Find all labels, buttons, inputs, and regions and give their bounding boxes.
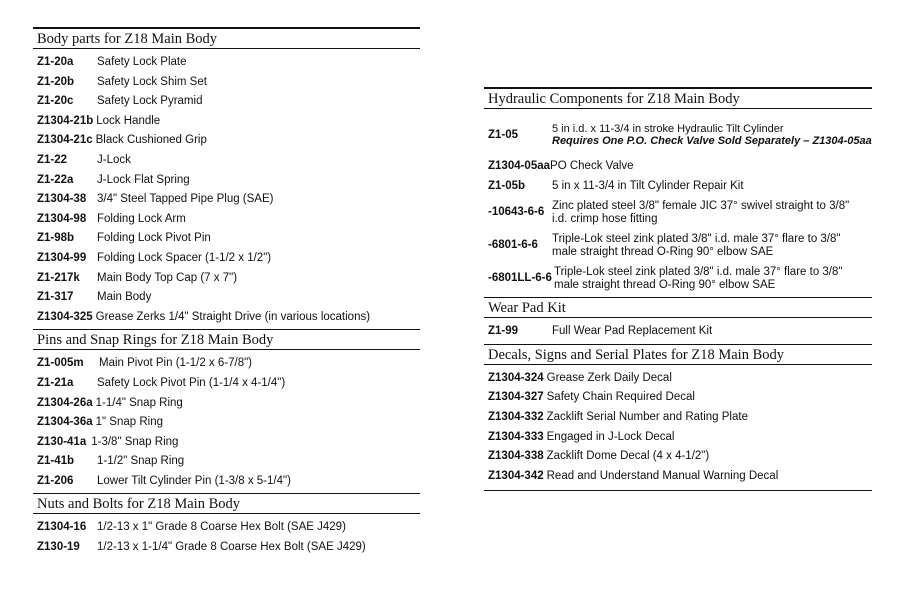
part-description: Safety Lock Plate <box>97 56 187 68</box>
part-number: Z1304-325 <box>37 310 93 323</box>
part-row <box>37 249 420 269</box>
part-row <box>37 229 420 249</box>
section-title: Decals, Signs and Serial Plates for Z18 Main Body <box>484 344 872 365</box>
part-row <box>37 518 420 538</box>
part-row <box>37 413 420 433</box>
part-row <box>488 177 872 197</box>
part-row <box>488 369 872 389</box>
part-description: Triple-Lok steel zink plated 3/8" i.d. male 37° flare to 3/8" male straight thread O-Ring 90° elbow SAE <box>552 233 841 258</box>
part-number: Z1-206 <box>37 474 74 487</box>
part-description: J-Lock Flat Spring <box>97 173 190 186</box>
section-title: Pins and Snap Rings for Z18 Main Body <box>33 329 420 350</box>
part-row <box>37 151 420 171</box>
part-row <box>37 73 420 93</box>
section-pins-snap-rings <box>33 329 420 493</box>
part-row <box>37 131 420 151</box>
part-row <box>37 92 420 112</box>
part-number: Z1-22a <box>37 173 74 186</box>
part-description: 1-1/4" Snap Ring <box>95 396 183 409</box>
part-row <box>488 408 872 428</box>
part-row <box>488 262 872 295</box>
part-number: Z1304-327 <box>488 391 544 404</box>
part-description: Main Body <box>97 291 152 304</box>
part-description: 1/2-13 x 1" Grade 8 Coarse Hex Bolt (SAE J429) <box>97 521 346 534</box>
section-body-parts <box>33 27 420 329</box>
part-description: 5 in x 11-3/4 in Tilt Cylinder Repair Kit <box>552 179 744 192</box>
section-wear-pad <box>484 297 872 344</box>
part-row <box>37 190 420 210</box>
part-row <box>488 322 872 342</box>
part-description: 1-1/2" Snap Ring <box>97 455 185 468</box>
left-column <box>33 27 420 560</box>
parts-list <box>484 109 872 297</box>
part-description: Zacklift Dome Decal (4 x 4-1/2") <box>546 450 710 463</box>
part-row <box>37 538 420 558</box>
part-row <box>37 394 420 414</box>
part-number: Z1304-333 <box>488 430 544 443</box>
part-number: Z1304-36a <box>37 416 93 429</box>
part-row <box>37 269 420 289</box>
right-column <box>484 87 872 491</box>
part-row <box>488 428 872 448</box>
part-description: Grease Zerk Daily Decal <box>546 371 672 384</box>
part-number: Z130-19 <box>37 541 80 554</box>
part-number: Z1-21a <box>37 376 74 389</box>
part-description: Main Pivot Pin (1-1/2 x 6-7/8") <box>99 357 253 370</box>
part-description: Triple-Lok steel zink plated 3/8" i.d. male 37° flare to 3/8" male straight thread O-Ring 90° elbow SAE <box>554 266 843 291</box>
section-decals <box>484 344 872 492</box>
part-description: Folding Lock Arm <box>97 212 186 225</box>
part-description: Folding Lock Pivot Pin <box>97 232 211 245</box>
part-description: Safety Chain Required Decal <box>546 391 695 404</box>
part-number: -6801LL-6-6 <box>488 272 552 285</box>
part-row <box>37 472 420 492</box>
part-description: J-Lock <box>97 153 131 166</box>
part-row <box>488 388 872 408</box>
part-number: Z130-41a <box>37 435 87 448</box>
section-title: Body parts for Z18 Main Body <box>33 27 420 49</box>
part-description: Engaged in J-Lock Decal <box>546 430 675 443</box>
part-number: Z1-41b <box>37 455 75 468</box>
part-description: Main Body Top Cap (7 x 7") <box>97 271 238 284</box>
part-description: Safety Lock Pivot Pin (1-1/4 x 4-1/4") <box>97 376 286 389</box>
part-row <box>37 433 420 453</box>
part-description: Lower Tilt Cylinder Pin (1-3/8 x 5-1/4") <box>97 474 291 487</box>
part-row <box>37 112 420 132</box>
part-row <box>488 447 872 467</box>
part-description <box>552 123 872 148</box>
part-description: 1-3/8" Snap Ring <box>91 435 179 448</box>
part-row <box>488 467 872 487</box>
part-number: Z1-20a <box>37 56 74 68</box>
section-title: Hydraulic Components for Z18 Main Body <box>484 87 872 109</box>
part-row <box>37 171 420 191</box>
part-description: Folding Lock Spacer (1-1/2 x 1/2") <box>97 251 272 264</box>
part-row <box>37 354 420 374</box>
part-number: Z1-05 <box>488 128 519 141</box>
part-number: Z1304-324 <box>488 371 544 384</box>
part-number: Z1-05b <box>488 179 526 192</box>
part-description: 1" Snap Ring <box>95 416 164 429</box>
part-number: Z1-20b <box>37 75 75 88</box>
part-number: Z1-98b <box>37 232 75 245</box>
part-number: Z1-99 <box>488 325 519 338</box>
cylinder-spec: 5 in i.d. x 11-3/4 in stroke Hydraulic Tilt Cylinder <box>552 122 784 135</box>
parts-list <box>33 350 420 493</box>
part-row <box>488 157 872 177</box>
part-row <box>37 308 420 328</box>
part-row <box>37 53 420 73</box>
part-row <box>37 210 420 230</box>
part-number: Z1304-99 <box>37 251 87 264</box>
part-number: Z1304-342 <box>488 469 544 482</box>
part-number: Z1-20c <box>37 95 74 108</box>
part-number: Z1304-16 <box>37 521 87 534</box>
part-number: -10643-6-6 <box>488 206 545 219</box>
section-hydraulic <box>484 87 872 297</box>
part-description: Full Wear Pad Replacement Kit <box>552 325 713 338</box>
section-title: Wear Pad Kit <box>484 297 872 318</box>
part-description: 3/4" Steel Tapped Pipe Plug (SAE) <box>97 193 274 206</box>
parts-list <box>484 318 872 344</box>
part-description: Black Cushioned Grip <box>95 134 207 147</box>
part-number: Z1-217k <box>37 271 80 284</box>
part-row <box>488 113 872 157</box>
section-title: Nuts and Bolts for Z18 Main Body <box>33 493 420 514</box>
part-description: Lock Handle <box>96 114 161 127</box>
part-number: Z1-22 <box>37 153 68 166</box>
part-number: Z1304-26a <box>37 396 93 409</box>
part-number: Z1304-21b <box>37 114 94 127</box>
part-number: Z1304-21c <box>37 134 93 147</box>
part-description: Safety Lock Shim Set <box>97 75 207 88</box>
part-number: Z1304-98 <box>37 212 87 225</box>
part-row <box>488 229 872 262</box>
part-description: Zinc plated steel 3/8" female JIC 37° swivel straight to 3/8" i.d. crimp hose fitting <box>552 200 850 225</box>
part-number: -6801-6-6 <box>488 239 538 252</box>
part-description: Read and Understand Manual Warning Decal <box>546 469 779 482</box>
check-valve-requirement: Requires One P.O. Check Valve Sold Separately – Z1304-05aa <box>552 135 872 147</box>
part-number: Z1304-338 <box>488 450 544 463</box>
part-row <box>488 196 872 229</box>
part-row <box>37 374 420 394</box>
part-description: Zacklift Serial Number and Rating Plate <box>546 410 748 423</box>
parts-list <box>33 514 420 559</box>
part-row <box>37 452 420 472</box>
part-number: Z1304-38 <box>37 193 87 206</box>
part-description: Safety Lock Pyramid <box>97 95 203 108</box>
part-number: Z1304-332 <box>488 410 544 423</box>
parts-list <box>33 49 420 329</box>
part-number: Z1304-05aa <box>488 160 551 172</box>
part-row <box>37 288 420 308</box>
part-description: 1/2-13 x 1-1/4" Grade 8 Coarse Hex Bolt (SAE J429) <box>97 541 366 554</box>
part-description: PO Check Valve <box>550 160 634 172</box>
part-number: Z1-317 <box>37 291 74 304</box>
parts-list <box>484 365 872 492</box>
part-description: Grease Zerks 1/4" Straight Drive (in various locations) <box>95 310 371 323</box>
part-number: Z1-005m <box>37 357 84 370</box>
section-nuts-bolts <box>33 493 420 559</box>
